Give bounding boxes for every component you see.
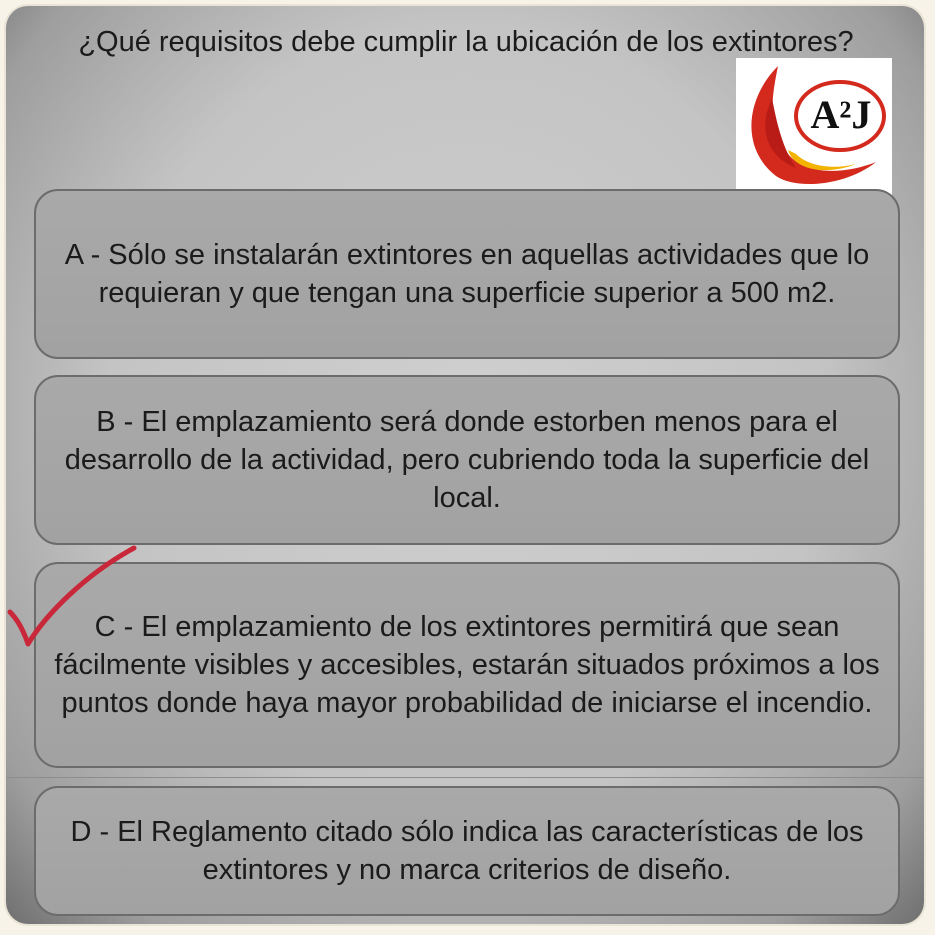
option-c[interactable]: C - El emplazamiento de los extintores permitirá que sean fácilmente visibles y accesibles, estarán situados próximos a los puntos donde haya mayor probabilidad de iniciarse el incendio. — [34, 562, 900, 768]
divider — [6, 777, 924, 778]
logo-text: A²J — [810, 92, 872, 137]
option-a[interactable]: A - Sólo se instalarán extintores en aquellas actividades que lo requieran y que tengan una superficie superior a 500 m2. — [34, 189, 900, 359]
option-b[interactable]: B - El emplazamiento será donde estorben menos para el desarrollo de la actividad, pero cubriendo toda la superficie del local. — [34, 375, 900, 545]
question-title: ¿Qué requisitos debe cumplir la ubicación de los extintores? — [78, 26, 854, 58]
quiz-card — [6, 6, 924, 924]
check-mark-icon — [6, 544, 146, 654]
option-d[interactable]: D - El Reglamento citado sólo indica las características de los extintores y no marca criterios de diseño. — [34, 786, 900, 916]
